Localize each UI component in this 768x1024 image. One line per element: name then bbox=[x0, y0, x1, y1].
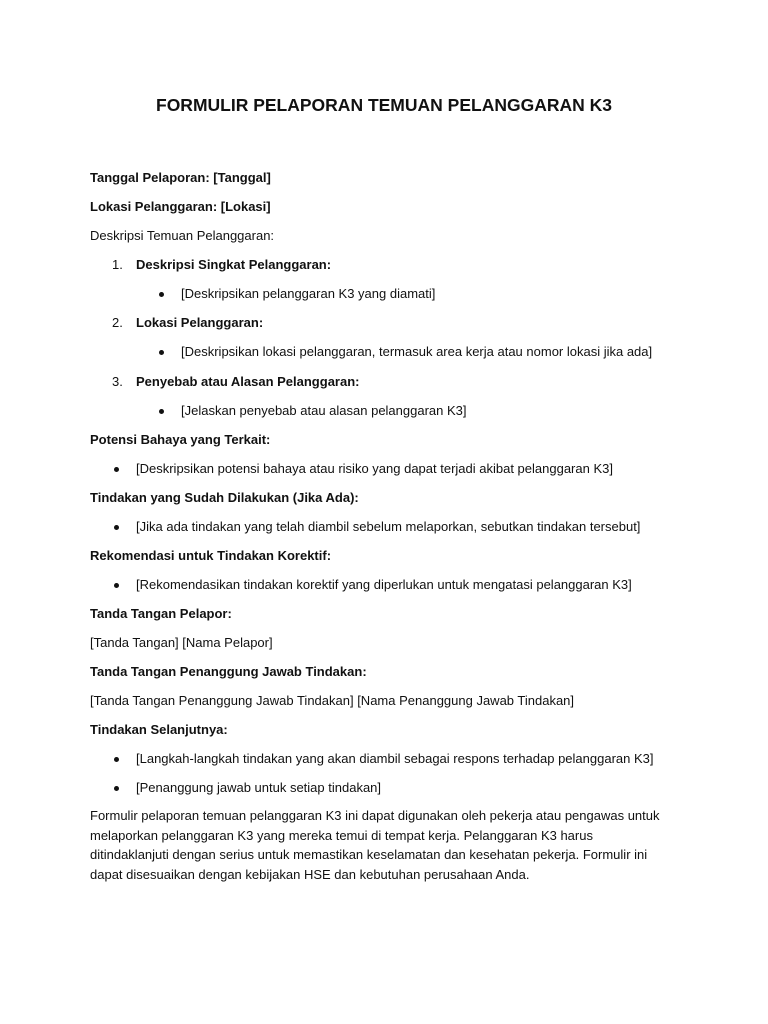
lokasi-field: Lokasi Pelanggaran: [Lokasi] bbox=[90, 199, 271, 214]
bullet-dot bbox=[159, 409, 164, 414]
selanjutnya-bullet: [Penanggung jawab untuk setiap tindakan] bbox=[136, 780, 382, 795]
bullet-dot bbox=[159, 350, 164, 355]
bullet-dot bbox=[114, 583, 119, 588]
ttd-pelapor-text: [Tanda Tangan] [Nama Pelapor] bbox=[90, 635, 273, 650]
item-number: 3. bbox=[112, 374, 123, 389]
bullet-dot bbox=[114, 467, 119, 472]
rekomendasi-bullet: [Rekomendasikan tindakan korektif yang diperlukan untuk mengatasi pelanggaran K3] bbox=[136, 577, 632, 592]
bullet-dot bbox=[114, 525, 119, 530]
item-label: Deskripsi Singkat Pelanggaran: bbox=[136, 257, 332, 272]
selanjutnya-bullet: [Langkah-langkah tindakan yang akan diambil sebagai respons terhadap pelanggaran K3] bbox=[136, 751, 654, 766]
selanjutnya-heading: Tindakan Selanjutnya: bbox=[90, 722, 228, 737]
document-title: FORMULIR PELAPORAN TEMUAN PELANGGARAN K3 bbox=[156, 95, 612, 115]
rekomendasi-heading: Rekomendasi untuk Tindakan Korektif: bbox=[90, 548, 332, 563]
item-label: Lokasi Pelanggaran: bbox=[136, 315, 264, 330]
item-bullet-text: [Deskripsikan lokasi pelanggaran, termasuk area kerja atau nomor lokasi jika ada] bbox=[181, 344, 653, 359]
item-number: 2. bbox=[112, 315, 123, 330]
tanggal-field: Tanggal Pelaporan: [Tanggal] bbox=[90, 170, 271, 185]
item-bullet-text: [Deskripsikan pelanggaran K3 yang diamati] bbox=[181, 286, 436, 301]
tindakan-bullet: [Jika ada tindakan yang telah diambil sebelum melaporkan, sebutkan tindakan tersebut] bbox=[136, 519, 641, 534]
bullet-dot bbox=[159, 292, 164, 297]
item-bullet-text: [Jelaskan penyebab atau alasan pelanggaran K3] bbox=[181, 403, 467, 418]
bullet-dot bbox=[114, 757, 119, 762]
tindakan-heading: Tindakan yang Sudah Dilakukan (Jika Ada): bbox=[90, 490, 359, 505]
closing-paragraph: Formulir pelaporan temuan pelanggaran K3 ini dapat digunakan oleh pekerja atau pengawas untuk melaporkan pelanggaran K3 yang mereka temui di tempat kerja. Pelanggaran K3 harus ditindaklanjuti dengan serius untuk memastikan keselamatan dan kesehatan pekerja. Formulir ini dapat disesuaikan dengan kebijakan HSE dan kebutuhan perusahaan Anda. bbox=[90, 808, 660, 882]
ttd-pj-heading: Tanda Tangan Penanggung Jawab Tindakan: bbox=[90, 664, 367, 679]
ttd-pelapor-heading: Tanda Tangan Pelapor: bbox=[90, 606, 232, 621]
ttd-pj-text: [Tanda Tangan Penanggung Jawab Tindakan] [Nama Penanggung Jawab Tindakan] bbox=[90, 693, 575, 708]
item-number: 1. bbox=[112, 257, 123, 272]
deskripsi-heading: Deskripsi Temuan Pelanggaran: bbox=[90, 228, 275, 243]
bullet-dot bbox=[114, 786, 119, 791]
potensi-heading: Potensi Bahaya yang Terkait: bbox=[90, 432, 271, 447]
item-label: Penyebab atau Alasan Pelanggaran: bbox=[136, 374, 360, 389]
potensi-bullet: [Deskripsikan potensi bahaya atau risiko yang dapat terjadi akibat pelanggaran K3] bbox=[136, 461, 613, 476]
